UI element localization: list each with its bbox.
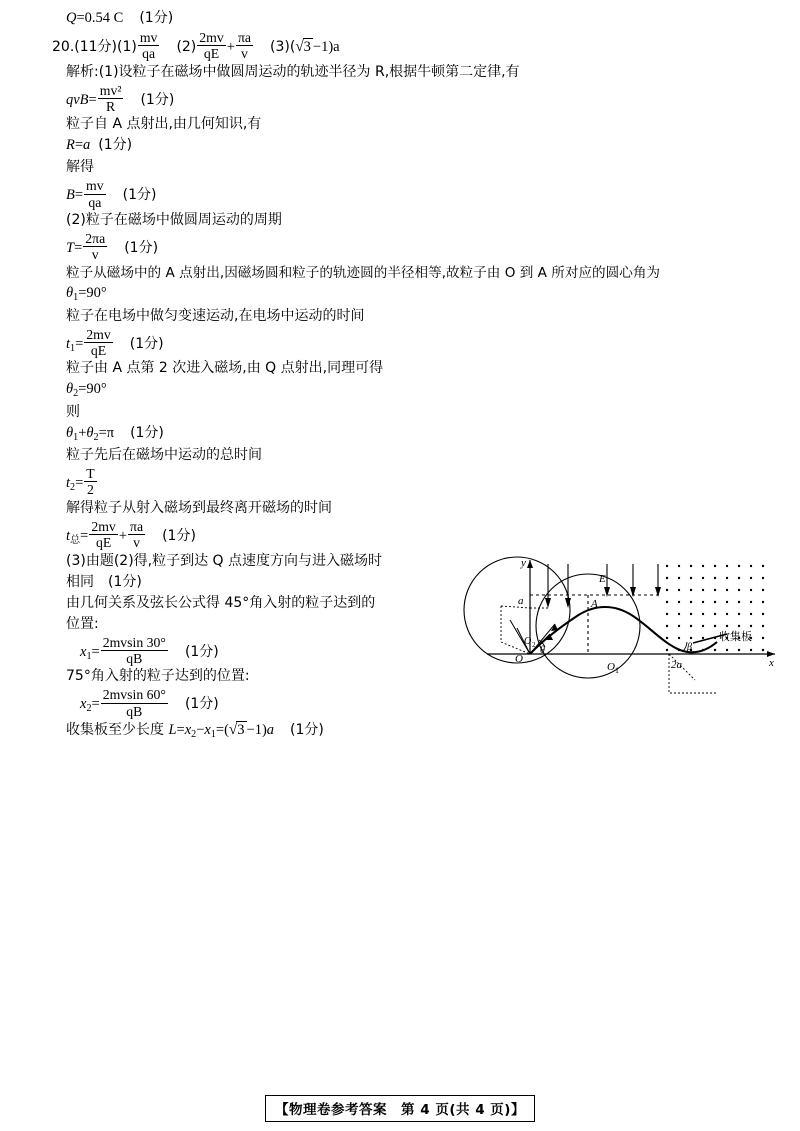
y-axis-arrow (527, 560, 533, 568)
line-total-time-intro: 粒子先后在磁场中运动的总时间 (66, 446, 262, 463)
line-chord-45: 由几何关系及弦长公式得 45°角入射的粒子达到的 (66, 594, 376, 611)
q20-part2: (2) (176, 38, 197, 55)
label-2a: 2a (671, 659, 682, 671)
line-theta-sum: $\theta_1+\theta_2=\pi$ (1分) (66, 424, 164, 443)
physics-diagram (455, 548, 785, 718)
frac-2mv-qE-3: $\frac{2mv}{qE}$ (91, 518, 116, 551)
label-x-axis: x (769, 657, 774, 669)
line-central-angle: 粒子从磁场中的 A 点射出,因磁场圆和粒子的轨迹圆的半径相等,故粒子由 O 到 A 所对应的圆心角为 (66, 264, 661, 281)
line-solve: 解得 (66, 159, 94, 176)
line-R-equals-a: R=a (1分) (66, 137, 133, 154)
frac-pia-v: $\frac{\pi a}{v}$ (237, 29, 252, 62)
label-E: E (599, 573, 606, 585)
field-circle-left (464, 557, 570, 663)
label-O1: O (607, 661, 615, 673)
line-theta1: $\theta_1=90^\circ$ (66, 285, 107, 304)
frac-T-2: $\frac{T}{2}$ (86, 465, 95, 498)
label-A: A (591, 598, 598, 610)
frac-2mv-qE: $\frac{2mv}{qE}$ (199, 29, 224, 62)
line-efield-motion: 粒子在电场中做匀变速运动,在电场中运动的时间 (66, 307, 365, 324)
line-period-formula: T= $\frac{2\pi a}{v}$ (1分) (66, 231, 159, 263)
label-a: a (518, 595, 524, 607)
line-x1-formula: $x_1=$ $\frac{2mvsin 30^\circ}{qB}$ (1分) (80, 634, 219, 667)
line-second-entry: 粒子由 A 点第 2 次进入磁场,由 Q 点射出,同理可得 (66, 360, 384, 377)
line-charge-result: Q=0.54 C (1分) (66, 10, 174, 26)
line-chord-75: 75°角入射的粒子达到的位置: (66, 668, 250, 685)
q20-part3: (3)( (270, 38, 296, 55)
line-problem-20-header: 20.(11分)(1) $\frac{mv}{qa}$ (2) $\frac{2mv}{qE}$ + $\frac{\pi a}{v}$ (3)(√3 −1)a (52, 29, 340, 62)
line-collector-length: 收集板至少长度 $L=x_2-x_1=(√3 -1)a$ (1分) (66, 721, 324, 741)
line-part3-same: 相同 (1分) (66, 573, 142, 590)
line-period-intro: (2)粒子在磁场中做圆周运动的周期 (66, 212, 282, 229)
label-O2: O (524, 636, 532, 647)
frac-2mvsin60-qB: $\frac{2mvsin 60^\circ}{qB}$ (102, 687, 166, 719)
frac-mv2-R: $\frac{\text{mv²}}{R}$ (99, 82, 122, 115)
line-x2-formula: $x_2=$ $\frac{2mvsin 60^\circ}{qB}$ (1分) (80, 687, 219, 719)
frac-mv-qa: $\frac{mv}{qa}$ (139, 29, 158, 62)
frac-mv-qa-2: $\frac{mv}{qa}$ (86, 178, 104, 210)
line-then: 则 (66, 403, 80, 420)
line-B-formula: B= $\frac{mv}{qa}$ (1分) (66, 178, 157, 210)
line-t2-formula: $t_2=$ $\frac{T}{2}$ (66, 465, 95, 498)
q20-number: 20.(11分)(1) (52, 38, 137, 55)
line-position-label: 位置: (66, 615, 99, 632)
label-O: O (515, 653, 523, 665)
label-y-axis: y (521, 557, 526, 569)
frac-pia-v-2: $\frac{\pi a}{v}$ (130, 518, 144, 551)
frac-2mvsin30-qB: $\frac{2mvsin 30^\circ}{qB}$ (102, 634, 166, 667)
q20-part3-tail: −1)a (312, 38, 340, 55)
line-t1-formula: $t_1=$ $\frac{2mv}{qE}$ (1分) (66, 326, 164, 358)
footer-label: 【物理卷参考答案 第 4 页(共 4 页)】 (265, 1095, 535, 1122)
svg-text:2: 2 (532, 641, 536, 649)
frac-2mv-qE-2: $\frac{2mv}{qE}$ (86, 326, 111, 358)
line-total-time-result-intro: 解得粒子从射入磁场到最终离开磁场的时间 (66, 499, 332, 516)
frac-2pia-v: $\frac{2\pi a}{v}$ (85, 231, 106, 263)
line-analysis-1: 解析:(1)设粒子在磁场中做圆周运动的轨迹半径为 R,根据牛顿第二定律,有 (66, 63, 520, 80)
label-collector-plate: 收集板 (719, 630, 752, 643)
svg-text:1: 1 (615, 666, 619, 675)
line-part3-intro: (3)由题(2)得,粒子到达 Q 点速度方向与进入磁场时 (66, 552, 383, 569)
page-footer (0, 1095, 800, 1122)
line-newton-law: qvB= $\frac{\text{mv²}}{R}$ (1分) (66, 82, 175, 115)
line-exit-point-A: 粒子自 A 点射出,由几何知识,有 (66, 116, 262, 133)
label-theta: θ (540, 645, 545, 656)
line-t-total-formula: $t_总=$ $\frac{2mv}{qE}$ + $\frac{\pi a}{v}$ (1分) (66, 518, 196, 551)
e-field-arrows (545, 564, 661, 608)
label-beta: β (687, 642, 692, 653)
line-theta2: $\theta_2=90^\circ$ (66, 381, 107, 400)
